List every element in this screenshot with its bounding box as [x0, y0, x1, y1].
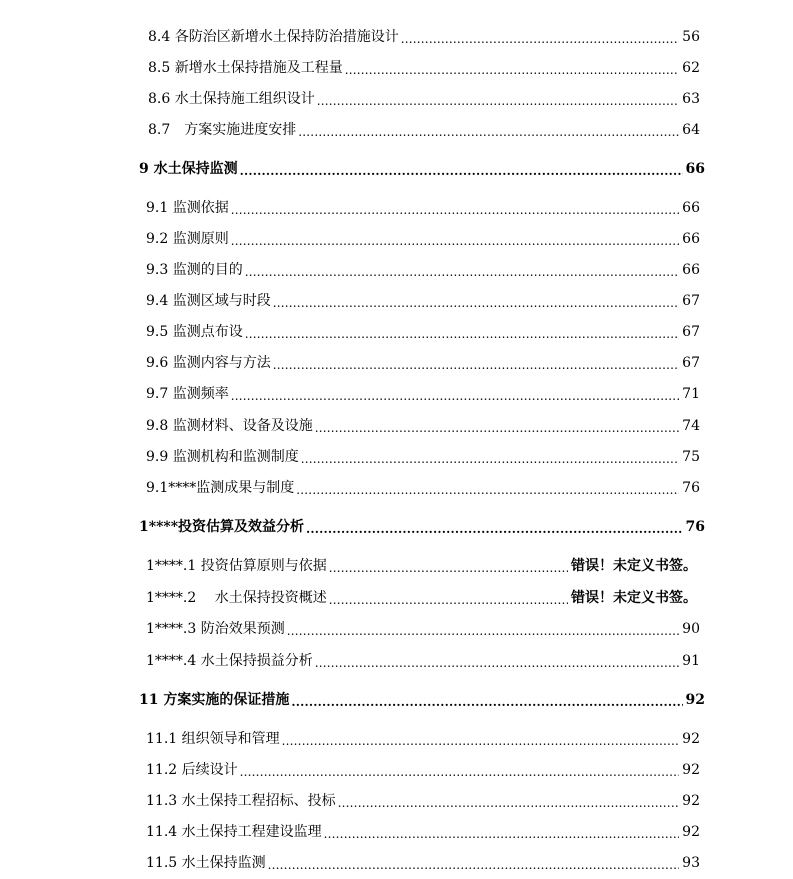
toc-entry-page: 74 [682, 418, 700, 434]
toc-entry-page: 92 [682, 731, 700, 747]
toc-entry[interactable] [0, 850, 793, 872]
toc-entry-page: 90 [682, 621, 700, 637]
toc-chapter-label: 11 方案实施的保证措施 [139, 692, 290, 708]
toc-leader-dots [231, 199, 679, 217]
toc-chapter-entry[interactable] [0, 514, 793, 536]
toc-entry[interactable] [0, 648, 793, 670]
toc-entry-label: 1****.4 水土保持损益分析 [146, 653, 313, 669]
toc-entry-page: 92 [682, 824, 700, 840]
toc-entry-error-text: 错误！未定义书签。 [571, 590, 697, 606]
toc-entry-page: 67 [682, 355, 700, 371]
toc-leader-dots [268, 854, 680, 872]
toc-leader-dots [301, 448, 679, 466]
toc-leader-dots [287, 620, 679, 638]
toc-entry[interactable] [0, 444, 793, 466]
toc-leader-dots [273, 292, 679, 310]
toc-entry[interactable] [0, 788, 793, 810]
toc-leader-dots [231, 230, 679, 248]
toc-chapter-page: 76 [685, 519, 705, 535]
toc-leader-dots [317, 90, 679, 108]
toc-leader-dots [240, 761, 680, 779]
toc-entry-page: 66 [682, 200, 700, 216]
toc-leader-dots [298, 121, 679, 139]
toc-entry[interactable] [0, 381, 793, 403]
toc-entry-page: 64 [682, 122, 700, 138]
toc-entry[interactable] [0, 757, 793, 779]
toc-entry-page: 56 [682, 29, 700, 45]
toc-entry[interactable] [0, 726, 793, 748]
toc-entry-label: 9.1 监测依据 [146, 200, 229, 216]
toc-entry-page: 92 [682, 793, 700, 809]
toc-leader-dots [306, 518, 682, 536]
toc-entry[interactable] [0, 819, 793, 841]
toc-entry[interactable] [0, 24, 793, 46]
toc-entry-label: 9.8 监测材料、设备及设施 [146, 418, 313, 434]
toc-entry-label: 11.1 组织领导和管理 [146, 731, 280, 747]
toc-entry-page: 92 [682, 762, 700, 778]
toc-chapter-label: 9 水土保持监测 [139, 161, 238, 177]
toc-leader-dots [273, 354, 679, 372]
toc-entry-page: 63 [682, 91, 700, 107]
toc-entry-page: 93 [682, 855, 700, 871]
toc-entry-label: 9.6 监测内容与方法 [146, 355, 271, 371]
toc-chapter-page: 66 [685, 161, 705, 177]
toc-entry[interactable] [0, 413, 793, 435]
toc-entry[interactable] [0, 616, 793, 638]
toc-entry[interactable] [0, 226, 793, 248]
toc-leader-dots [315, 652, 679, 670]
toc-entry-label: 11.3 水土保持工程招标、投标 [146, 793, 336, 809]
toc-leader-dots [296, 479, 679, 497]
toc-chapter-entry[interactable] [0, 156, 793, 178]
toc-leader-dots [345, 59, 679, 77]
toc-entry[interactable] [0, 319, 793, 341]
toc-leader-dots [315, 417, 679, 435]
toc-leader-dots [245, 261, 679, 279]
toc-chapter-page: 92 [685, 692, 705, 708]
toc-entry-page: 75 [682, 449, 700, 465]
toc-entry-page: 66 [682, 262, 700, 278]
toc-leader-dots [338, 792, 680, 810]
toc-entry-page: 62 [682, 60, 700, 76]
toc-entry-label: 1****.2 水土保持投资概述 [146, 590, 327, 606]
toc-entry-page: 91 [682, 653, 700, 669]
toc-entry-label: 1****.1 投资估算原则与依据 [146, 558, 327, 574]
toc-chapter-entry[interactable] [0, 687, 793, 709]
toc-entry-error-text: 错误！未定义书签。 [571, 558, 697, 574]
toc-leader-dots [291, 691, 682, 709]
toc-leader-dots [401, 28, 679, 46]
toc-entry-page: 66 [682, 231, 700, 247]
toc-chapter-label: 1****投资估算及效益分析 [139, 519, 305, 535]
toc-entry-label: 8.4 各防治区新增水土保持防治措施设计 [148, 29, 399, 45]
toc-entry[interactable] [0, 288, 793, 310]
toc-entry[interactable] [0, 195, 793, 217]
toc-leader-dots [231, 385, 679, 403]
toc-entry-page: 67 [682, 293, 700, 309]
toc-leader-dots [240, 160, 683, 178]
toc-entry[interactable] [0, 475, 793, 497]
toc-entry-page: 76 [682, 480, 700, 496]
toc-entry[interactable] [0, 350, 793, 372]
toc-entry-label: 9.4 监测区域与时段 [146, 293, 271, 309]
toc-entry-label: 8.5 新增水土保持措施及工程量 [148, 60, 343, 76]
toc-leader-dots [329, 557, 568, 575]
toc-entry-label: 9.3 监测的目的 [146, 262, 243, 278]
toc-entry[interactable] [0, 55, 793, 77]
toc-entry-label: 11.5 水土保持监测 [146, 855, 266, 871]
toc-entry[interactable] [0, 585, 793, 607]
toc-entry-label: 9.5 监测点布设 [146, 324, 243, 340]
toc-entry-label: 9.2 监测原则 [146, 231, 229, 247]
toc-entry-label: 11.2 后续设计 [146, 762, 238, 778]
toc-entry-page: 67 [682, 324, 700, 340]
toc-entry[interactable] [0, 117, 793, 139]
toc-entry-label: 8.7 方案实施进度安排 [148, 122, 297, 138]
toc-entry-label: 9.7 监测频率 [146, 386, 229, 402]
toc-leader-dots [245, 323, 679, 341]
toc-entry-label: 9.9 监测机构和监测制度 [146, 449, 299, 465]
toc-leader-dots [282, 730, 680, 748]
toc-entry-label: 8.6 水土保持施工组织设计 [148, 91, 315, 107]
toc-entry[interactable] [0, 257, 793, 279]
toc-entry-label: 9.1****监测成果与制度 [146, 480, 295, 496]
toc-entry-page: 71 [682, 386, 700, 402]
toc-entry[interactable] [0, 553, 793, 575]
toc-entry-label: 11.4 水土保持工程建设监理 [146, 824, 322, 840]
toc-entry-label: 1****.3 防治效果预测 [146, 621, 285, 637]
toc-leader-dots [329, 589, 568, 607]
toc-leader-dots [324, 823, 680, 841]
toc-entry[interactable] [0, 86, 793, 108]
